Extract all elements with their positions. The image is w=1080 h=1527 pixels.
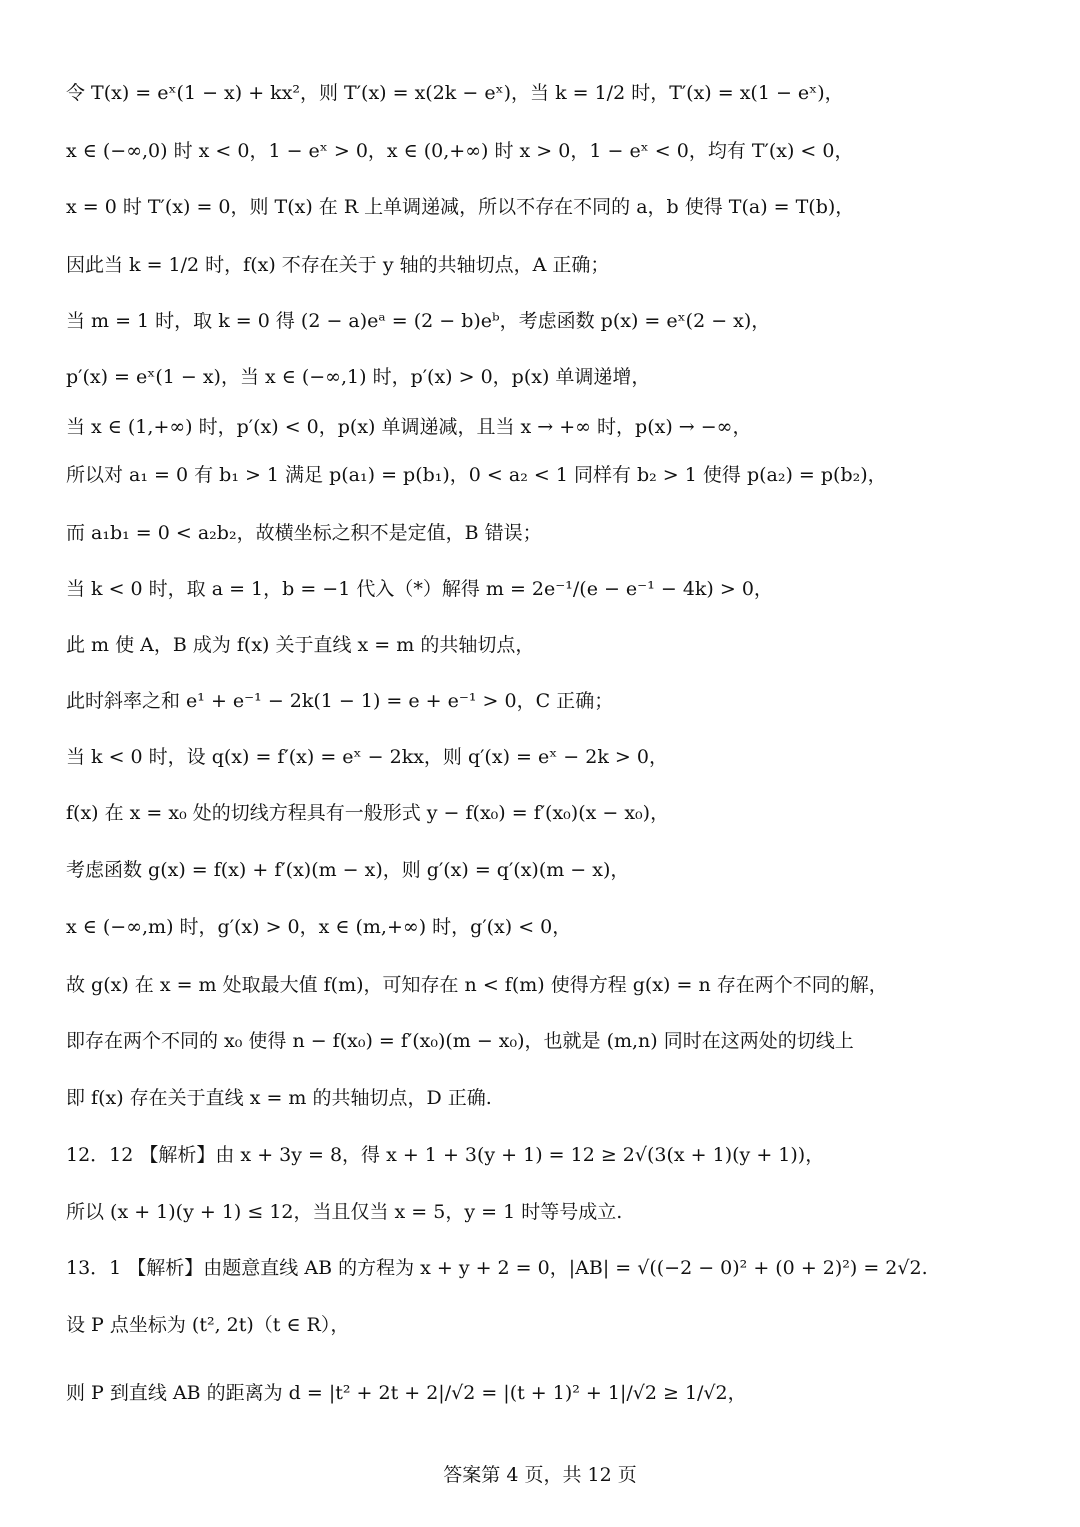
text-line: 当 k < 0 时，设 q(x) = f′(x) = eˣ − 2kx，则 q′(x) = eˣ − 2k > 0， [66,746,668,768]
text-line: 则 P 到直线 AB 的距离为 d = |t² + 2t + 2|/√2 = |(t + 1)² + 1|/√2 ≥ 1/√2， [66,1382,747,1404]
text-line: p′(x) = eˣ(1 − x)，当 x ∈ (−∞,1) 时，p′(x) > 0，p(x) 单调递增， [66,366,651,388]
text-line: 因此当 k = 1/2 时，f(x) 不存在关于 y 轴的共轴切点，A 正确； [66,254,610,276]
text-line: 即 f(x) 存在关于直线 x = m 的共轴切点，D 正确. [66,1087,492,1109]
text-line: 此 m 使 A，B 成为 f(x) 关于直线 x = m 的共轴切点， [66,634,535,656]
text-line: 所以 (x + 1)(y + 1) ≤ 12，当且仅当 x = 5，y = 1 时等号成立. [66,1201,623,1223]
text-line: 设 P 点坐标为 (t², 2t)（t ∈ R）， [66,1314,350,1336]
text-line: x = 0 时 T′(x) = 0，则 T(x) 在 R 上单调递减，所以不存在不同的 a，b 使得 T(a) = T(b)， [66,196,855,218]
text-line: 12．12 【解析】由 x + 3y = 8，得 x + 1 + 3(y + 1) = 12 ≥ 2√(3(x + 1)(y + 1))， [66,1144,825,1166]
page-footer: 答案第 4 页，共 12 页 [443,1464,637,1486]
text-line: 令 T(x) = eˣ(1 − x) + kx²，则 T′(x) = x(2k − eˣ)，当 k = 1/2 时，T′(x) = x(1 − eˣ)， [66,82,844,104]
text-line: 考虑函数 g(x) = f(x) + f′(x)(m − x)，则 g′(x) = q′(x)(m − x)， [66,859,630,881]
text-line: 即存在两个不同的 x₀ 使得 n − f(x₀) = f′(x₀)(m − x₀)，也就是 (m,n) 同时在这两处的切线上 [66,1030,854,1052]
text-line: x ∈ (−∞,0) 时 x < 0，1 − eˣ > 0，x ∈ (0,+∞) 时 x > 0，1 − eˣ < 0，均有 T′(x) < 0， [66,140,854,162]
text-line: 故 g(x) 在 x = m 处取最大值 f(m)，可知存在 n < f(m) 使得方程 g(x) = n 存在两个不同的解， [66,974,888,996]
text-line: 而 a₁b₁ = 0 < a₂b₂，故横坐标之积不是定值，B 错误； [66,522,542,544]
text-line: 所以对 a₁ = 0 有 b₁ > 1 满足 p(a₁) = p(b₁)，0 < a₂ < 1 同样有 b₂ > 1 使得 p(a₂) = p(b₂)， [66,464,887,486]
text-line: 当 m = 1 时，取 k = 0 得 (2 − a)eᵃ = (2 − b)eᵇ，考虑函数 p(x) = eˣ(2 − x)， [66,310,771,332]
text-line: x ∈ (−∞,m) 时，g′(x) > 0，x ∈ (m,+∞) 时，g′(x) < 0， [66,916,572,938]
text-line: 当 k < 0 时，取 a = 1，b = −1 代入（*）解得 m = 2e⁻¹/(e − e⁻¹ − 4k) > 0， [66,578,773,600]
text-line: 当 x ∈ (1,+∞) 时，p′(x) < 0，p(x) 单调递减，且当 x → +∞ 时，p(x) → −∞， [66,416,752,438]
text-line: f(x) 在 x = x₀ 处的切线方程具有一般形式 y − f(x₀) = f′(x₀)(x − x₀)， [66,802,670,824]
text-line: 13．1 【解析】由题意直线 AB 的方程为 x + y + 2 = 0，|AB| = √((−2 − 0)² + (0 + 2)²) = 2√2. [66,1257,928,1279]
text-line: 此时斜率之和 e¹ + e⁻¹ − 2k(1 − 1) = e + e⁻¹ > 0，C 正确； [66,690,614,712]
